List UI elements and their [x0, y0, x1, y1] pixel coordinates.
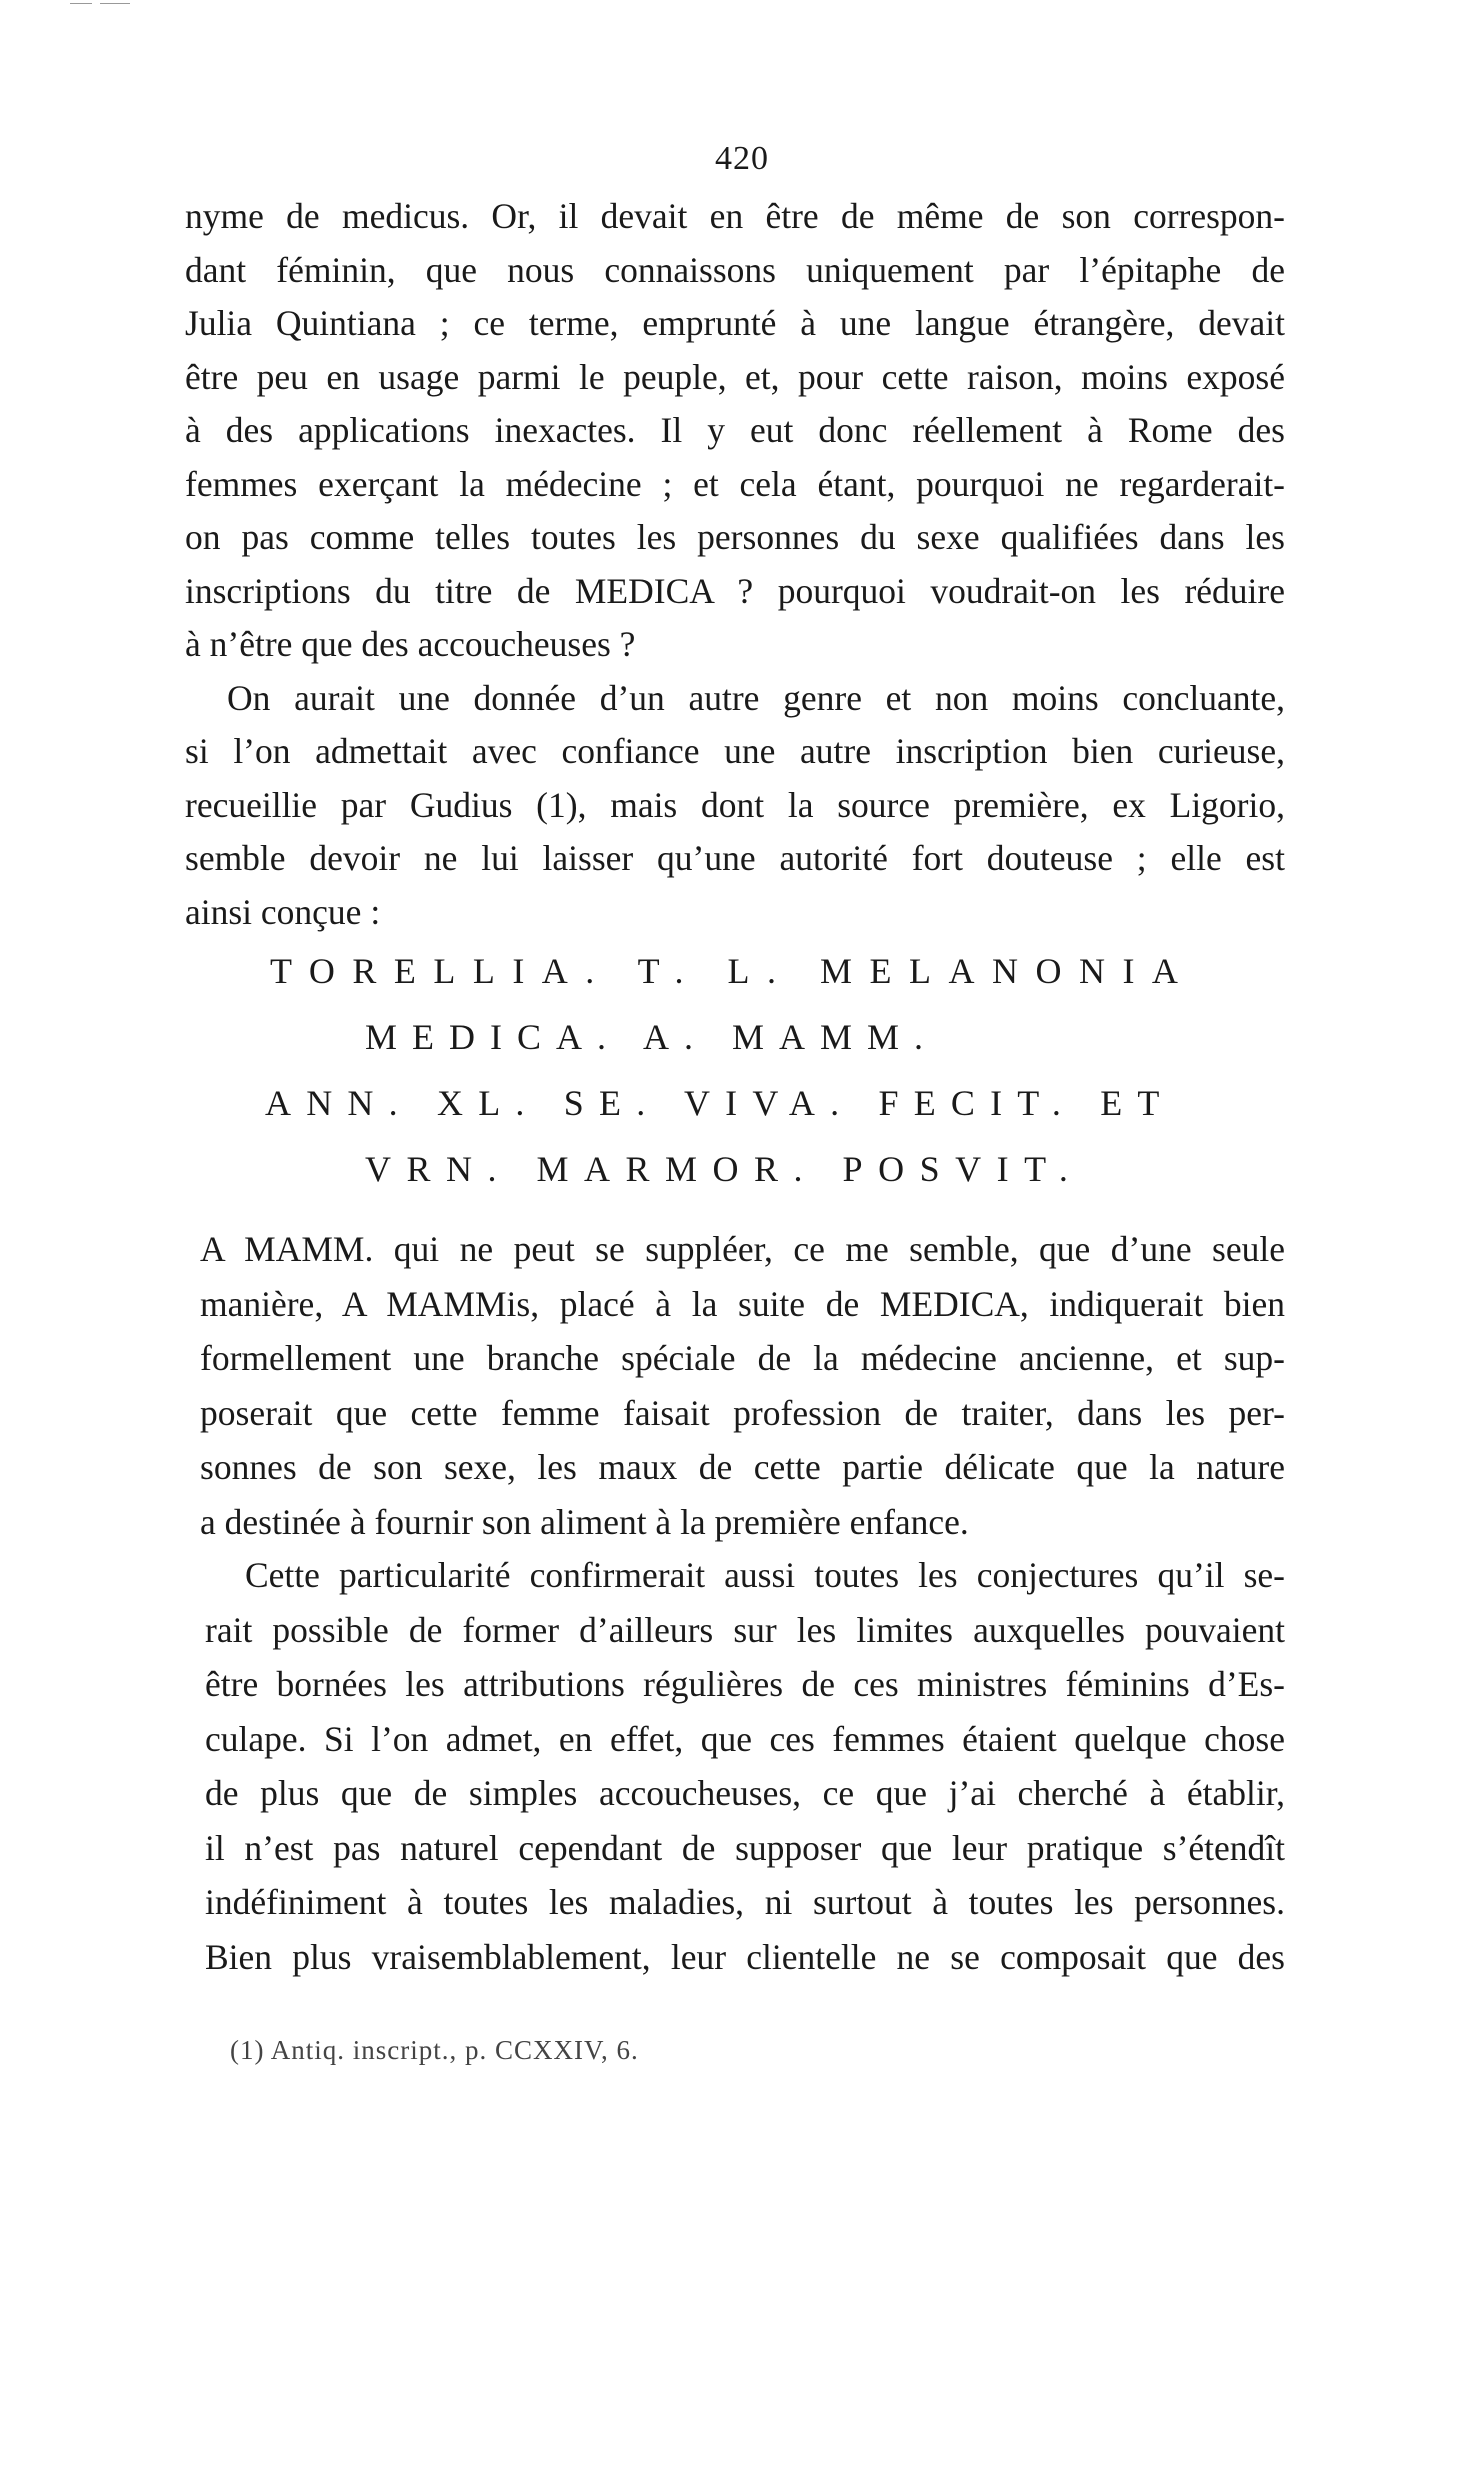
text-line: culape. Si l’on admet, en effet, que ces femmes étaient quelque chose: [205, 1718, 1285, 1759]
text-line: poserait que cette femme faisait profession de traiter, dans les per-: [200, 1392, 1285, 1433]
text-line: rait possible de former d’ailleurs sur les limites auxquelles pouvaient: [205, 1609, 1285, 1650]
inscription-line: MEDICA. A. MAMM.: [365, 1017, 939, 1057]
text-line: manière, A MAMMis, placé à la suite de MEDICA, indiquerait bien: [200, 1283, 1285, 1324]
text-line: si l’on admettait avec confiance une autre inscription bien curieuse,: [185, 731, 1285, 771]
text-line: a destinée à fournir son aliment à la première enfance.: [200, 1501, 969, 1542]
text-line: à n’être que des accoucheuses ?: [185, 624, 636, 664]
text-line: Cette particularité confirmerait aussi toutes les conjectures qu’il se-: [245, 1555, 1285, 1595]
footnote: (1) Antiq. inscript., p. CCXXIV, 6.: [230, 2035, 639, 2065]
text-line: il n’est pas naturel cependant de supposer que leur pratique s’étendît: [205, 1827, 1285, 1868]
inscription-line: VRN. MARMOR. POSVIT.: [365, 1149, 1084, 1189]
text-line: de plus que de simples accoucheuses, ce que j’ai cherché à établir,: [205, 1773, 1285, 1813]
text-line: ainsi conçue :: [185, 891, 381, 932]
text-line: être bornées les attributions régulières de ces ministres féminins d’Es-: [205, 1664, 1285, 1704]
text-line: on pas comme telles toutes les personnes du sexe qualifiées dans les: [185, 517, 1285, 557]
page-number: 420: [715, 140, 769, 177]
paragraph-3: [200, 1222, 1285, 1549]
text-line: On aurait une donnée d’un autre genre et non moins concluante,: [227, 677, 1285, 718]
text-line: inscriptions du titre de MEDICA ? pourquoi voudrait-on les réduire: [185, 570, 1285, 611]
text-line: recueillie par Gudius (1), mais dont la source première, ex Ligorio,: [185, 784, 1285, 825]
text-line: A MAMM. qui ne peut se suppléer, ce me semble, que d’une seule: [200, 1229, 1285, 1269]
scan-artifact: [100, 3, 130, 4]
text-line: semble devoir ne lui laisser qu’une autorité fort douteuse ; elle est: [185, 838, 1285, 878]
text-line: nyme de medicus. Or, il devait en être de même de son correspon-: [185, 196, 1285, 236]
paragraph-1: [185, 190, 1285, 939]
inscription-line: ANN. XL. SE. VIVA. FECIT. ET: [265, 1083, 1175, 1123]
paragraph-4: [205, 1548, 1285, 1984]
text-line: indéfiniment à toutes les maladies, ni surtout à toutes les personnes.: [205, 1882, 1285, 1922]
text-line: dant féminin, que nous connaissons uniquement par l’épitaphe de: [185, 249, 1285, 290]
text-line: femmes exerçant la médecine ; et cela étant, pourquoi ne regarderait-: [185, 463, 1285, 504]
text-line: à des applications inexactes. Il y eut donc réellement à Rome des: [185, 410, 1285, 450]
text-line: formellement une branche spéciale de la médecine ancienne, et sup-: [200, 1338, 1285, 1378]
text-line: sonnes de son sexe, les maux de cette partie délicate que la nature: [200, 1447, 1285, 1487]
scan-artifact: [70, 3, 92, 4]
text-line: Julia Quintiana ; ce terme, emprunté à une langue étrangère, devait: [185, 303, 1285, 343]
inscription-line: TORELLIA. T. L. MELANONIA: [270, 951, 1196, 991]
text-line: être peu en usage parmi le peuple, et, pour cette raison, moins exposé: [185, 356, 1285, 397]
text-line: Bien plus vraisemblablement, leur clientelle ne se composait que des: [205, 1936, 1285, 1977]
